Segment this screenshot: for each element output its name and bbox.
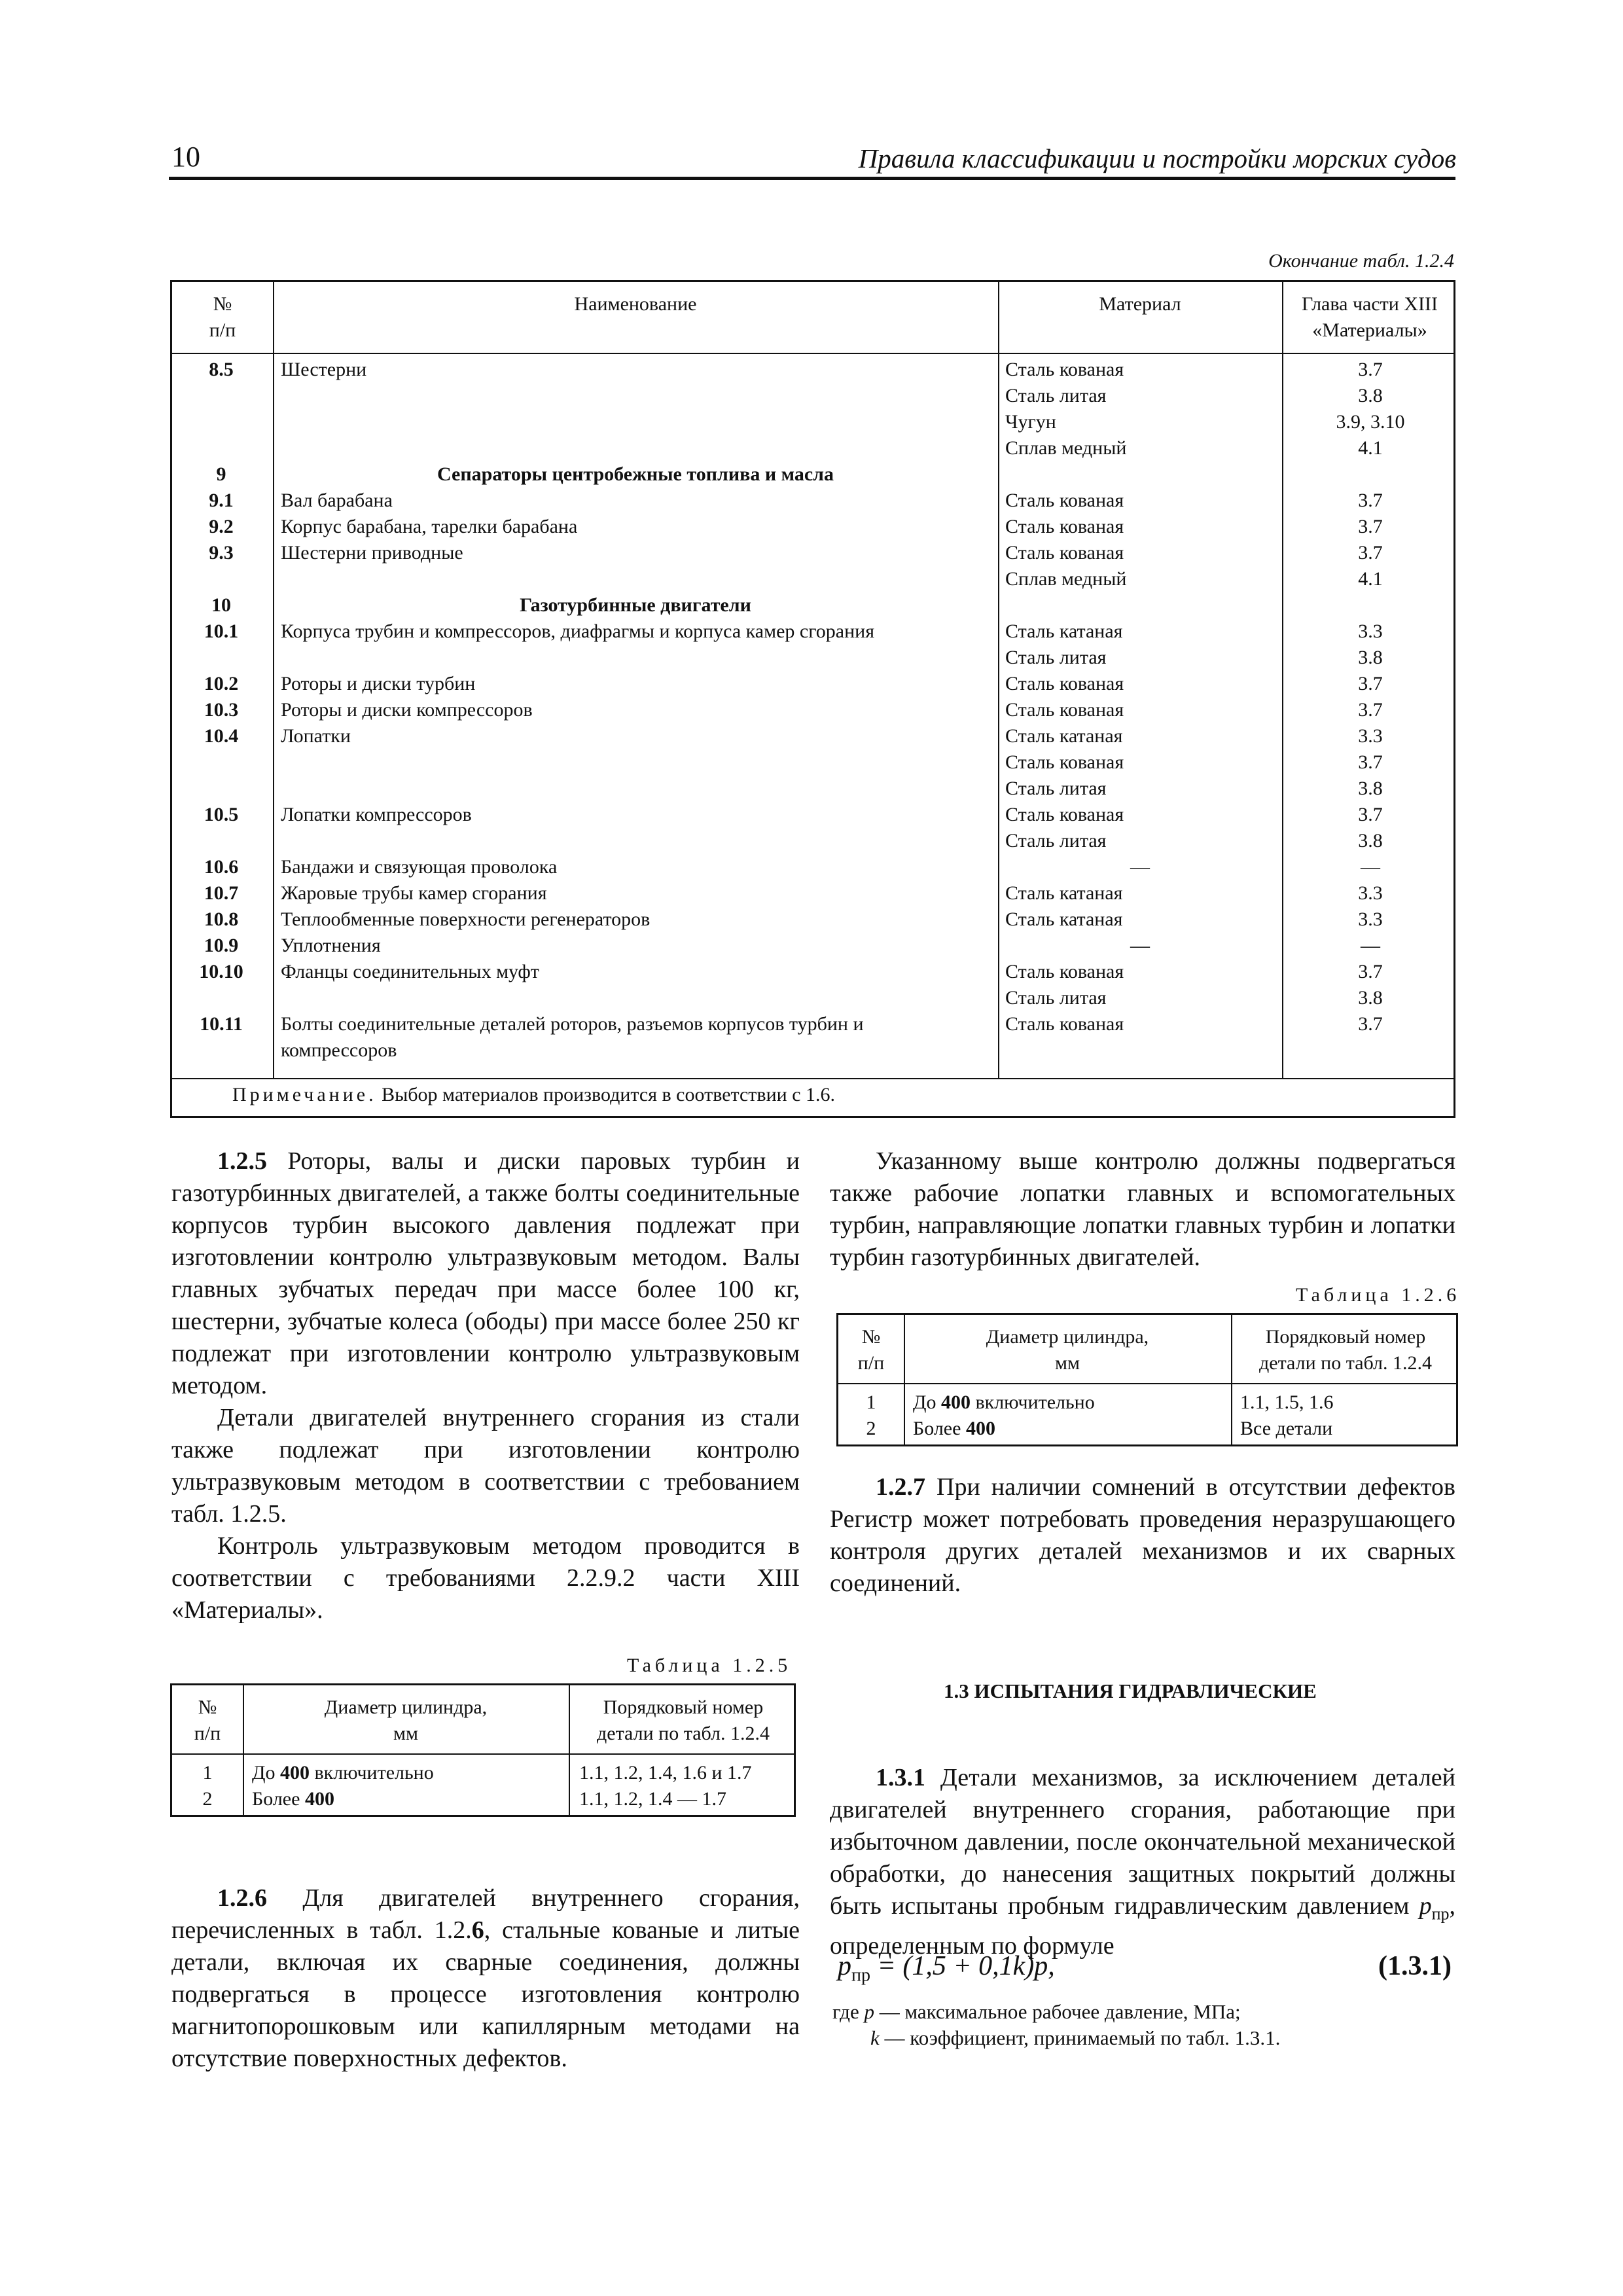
where-symbol: p [864, 2000, 874, 2023]
cell-material: Сталь литая [1005, 778, 1107, 799]
cell-chapter: — [1361, 935, 1380, 956]
paragraph-text: , стальные кованые и литые детали, включая их сварные соединения, должны подвергаться в процессе изготовления контролю магнитопорошковым или капиллярным методами на отсутствие поверхностных дефектов. [171, 1916, 800, 2072]
cell-material: Сталь катаная [1005, 908, 1123, 930]
section-title: Газотурбинные двигатели [520, 594, 751, 616]
cell-material: Сталь кованая [1005, 542, 1124, 564]
header-diameter: Диаметр цилиндра, мм [986, 1326, 1149, 1374]
pressure-subscript: пр [1431, 1904, 1450, 1924]
cell-material: Сталь кованая [1005, 751, 1124, 773]
cell-chapter: 3.8 [1358, 385, 1383, 406]
header-diameter: Диаметр цилиндра, мм [324, 1696, 488, 1744]
cell-chapter: 3.3 [1358, 725, 1383, 747]
diameter-suffix: включительно [970, 1391, 1095, 1413]
cell-name: Лопатки [281, 725, 351, 747]
cell-material: Сталь литая [1005, 647, 1107, 668]
cell-chapter: 3.8 [1358, 987, 1383, 1009]
cell-chapter: 3.8 [1358, 778, 1383, 799]
where-text: — максимальное рабочее давление, МПа; [874, 2000, 1241, 2023]
table-ref-bold: 6 [471, 1916, 484, 1944]
cell-name: Корпус барабана, тарелки барабана [281, 516, 578, 537]
cell-no: 9.1 [209, 490, 234, 511]
cell-chapter: 3.8 [1358, 830, 1383, 852]
formula-subscript: пр [851, 1965, 870, 1986]
diameter-prefix: Более [252, 1788, 305, 1810]
cell-material: — [1130, 856, 1150, 878]
cell-name: Шестерни приводные [281, 542, 463, 564]
cell-no: 9.3 [209, 542, 234, 564]
cell-material: Сталь литая [1005, 987, 1107, 1009]
cell-chapter: 4.1 [1358, 568, 1383, 590]
cell-part-number: 1.1, 1.5, 1.6 [1240, 1391, 1334, 1413]
diameter-value: 400 [965, 1418, 995, 1439]
cell-chapter: 3.3 [1358, 620, 1383, 642]
clause-number: 1.2.6 [217, 1884, 267, 1912]
cell-chapter: 4.1 [1358, 437, 1383, 459]
paragraph-text: Роторы, валы и диски паровых турбин и газотурбинных двигателей, а также болты соединительные корпусов турбин высокого давления подлежат при изготовлении контролю ультразвуковым методом. Валы главных зубчатых передач при массе более 100 кг, шестерни, зубчатые колеса (ободы) при массе более 250 кг подлежат при изготовлении контролю ультразвуковым методом. [171, 1147, 800, 1399]
table-1-2-6 [836, 1313, 1458, 1446]
cell-no: 10.10 [199, 961, 243, 982]
cell-no: 10.7 [204, 882, 239, 904]
where-symbol: k [870, 2026, 880, 2049]
paragraph-blades [830, 1145, 1455, 1274]
header-divider [172, 353, 1454, 354]
header-chapter: Глава части XIII «Материалы» [1302, 293, 1438, 341]
where-text: — коэффициент, принимаемый по табл. 1.3.1. [879, 2026, 1281, 2049]
cell-material: Сталь катаная [1005, 882, 1123, 904]
where-line-p [832, 1999, 1241, 2025]
page-number: 10 [171, 141, 200, 173]
cell-name: Жаровые трубы камер сгорания [281, 882, 547, 904]
header-rule [169, 177, 1455, 180]
paragraph-1-2-7 [830, 1471, 1455, 1600]
clause-number: 1.3.1 [876, 1764, 925, 1791]
cell-material: Сталь литая [1005, 385, 1107, 406]
cell-no: 10.1 [204, 620, 239, 642]
table-note [232, 1084, 835, 1106]
diameter-value: 400 [279, 1762, 310, 1784]
clause-number: 1.2.5 [217, 1147, 267, 1175]
cell-name: Болты соединительные деталей роторов, разъемов корпусов турбин и [281, 1013, 864, 1035]
clause-number: 1.2.7 [876, 1473, 925, 1501]
header-divider [172, 1753, 794, 1755]
cell-name: Корпуса трубин и компрессоров, диафрагмы и корпуса камер сгорания [281, 620, 874, 642]
paragraph-text: , определенным по формуле [830, 1892, 1455, 1960]
paragraph-text: Указанному выше контролю должны подвергаться также рабочие лопатки главных и вспомогательных турбин, направляющие лопатки главных турбин и лопатки турбин газотурбинных двигателей. [830, 1147, 1455, 1271]
header-no: № п/п [194, 1696, 221, 1744]
cell-chapter: 3.7 [1358, 1013, 1383, 1035]
cell-material: Сталь кованая [1005, 1013, 1124, 1035]
cell-part-number: 1.1, 1.2, 1.4, 1.6 и 1.7 [579, 1762, 752, 1784]
diameter-value: 400 [940, 1391, 971, 1413]
header-divider [838, 1383, 1456, 1384]
cell-name: Бандажи и связующая проволока [281, 856, 558, 878]
cell-material: Сталь литая [1005, 830, 1107, 852]
formula [838, 1950, 1055, 1986]
cell-material: Сталь кованая [1005, 804, 1124, 825]
cell-diameter [913, 1390, 1095, 1416]
paragraph-control: Контроль ультразвуковым методом проводится в соответствии с требованиями 2.2.9.2 части XIII «Материалы». [171, 1532, 800, 1624]
header-material: Материал [1099, 293, 1181, 315]
table-continuation-caption: Окончание табл. 1.2.4 [1268, 250, 1454, 272]
cell-no: 2 [866, 1418, 876, 1439]
cell-chapter: — [1361, 856, 1380, 878]
cell-no: 10.3 [204, 699, 239, 721]
cell-material: Сталь кованая [1005, 961, 1124, 982]
cell-chapter: 3.7 [1358, 490, 1383, 511]
cell-name: Роторы и диски компрессоров [281, 699, 533, 721]
cell-name: Шестерни [281, 359, 367, 380]
cell-no: 2 [202, 1788, 213, 1810]
table-1-2-5 [170, 1683, 796, 1817]
cell-chapter: 3.7 [1358, 359, 1383, 380]
cell-part-number: Все детали [1240, 1418, 1333, 1439]
cell-no: 10.2 [204, 673, 239, 694]
diameter-prefix: До [252, 1762, 280, 1784]
column-divider [273, 282, 274, 1078]
cell-chapter: 3.7 [1358, 961, 1383, 982]
paragraph-1-2-5 [171, 1145, 800, 1626]
paragraph-ice: Детали двигателей внутреннего сгорания из стали также подлежат при изготовлении контролю ультразвуковым методом в соответствии с требованием табл. 1.2.5. [171, 1404, 800, 1528]
formula-body: = (1,5 + 0,1k)p, [870, 1951, 1055, 1981]
cell-no: 10 [211, 594, 231, 616]
cell-name: Лопатки компрессоров [281, 804, 472, 825]
cell-no: 10.11 [200, 1013, 243, 1035]
cell-material: Сплав медный [1005, 437, 1127, 459]
formula-symbol: p [838, 1951, 851, 1981]
cell-chapter: 3.7 [1358, 699, 1383, 721]
section-title: Сепараторы центробежные топлива и масла [437, 463, 834, 485]
cell-no: 1 [866, 1391, 876, 1413]
paragraph-text: Детали механизмов, за исключением деталей двигателей внутреннего сгорания, работающие при избыточном давлении, после окончательной механической обработки, до нанесения защитных покрытий должны быть испытаны пробным гидравлическим давлением [830, 1764, 1456, 1920]
cell-name: Роторы и диски турбин [281, 673, 476, 694]
cell-no: 10.6 [204, 856, 239, 878]
cell-no: 10.4 [204, 725, 239, 747]
cell-material: Сталь кованая [1005, 359, 1124, 380]
cell-chapter: 3.7 [1358, 804, 1383, 825]
cell-material: Сталь кованая [1005, 699, 1124, 721]
cell-material: — [1130, 935, 1150, 956]
paragraph-1-3-1 [830, 1762, 1455, 1962]
note-divider [172, 1078, 1454, 1079]
cell-chapter: 3.7 [1358, 751, 1383, 773]
header-no: № п/п [857, 1326, 885, 1374]
cell-material: Сталь катаная [1005, 620, 1123, 642]
cell-material: Сталь кованая [1005, 673, 1124, 694]
running-title: Правила классификации и постройки морских судов [858, 143, 1456, 173]
cell-diameter [252, 1786, 334, 1812]
pressure-symbol: p [1419, 1892, 1432, 1920]
cell-name: Фланцы соединительных муфт [281, 961, 539, 982]
where-lead: где [832, 2000, 865, 2023]
diameter-suffix: включительно [309, 1762, 434, 1784]
cell-diameter [913, 1416, 995, 1442]
cell-material: Сплав медный [1005, 568, 1127, 590]
cell-diameter [252, 1760, 434, 1786]
cell-material: Сталь катаная [1005, 725, 1123, 747]
table-1-2-5-caption: Таблица 1.2.5 [627, 1655, 792, 1676]
diameter-prefix: Более [913, 1418, 966, 1439]
cell-material: Чугун [1005, 411, 1056, 433]
header-part-number: Порядковый номер детали по табл. 1.2.4 [1259, 1326, 1432, 1374]
materials-table [170, 280, 1455, 1118]
header-part-number: Порядковый номер детали по табл. 1.2.4 [597, 1696, 770, 1744]
cell-chapter: 3.3 [1358, 908, 1383, 930]
cell-no: 8.5 [209, 359, 234, 380]
paragraph-text: При наличии сомнений в отсутствии дефектов Регистр может потребовать проведения неразрушающего контроля других деталей механизмов и их сварных соединений. [830, 1473, 1455, 1597]
cell-part-number: 1.1, 1.2, 1.4 — 1.7 [579, 1788, 726, 1810]
header-name: Наименование [574, 293, 697, 315]
cell-chapter: 3.9, 3.10 [1336, 411, 1405, 433]
cell-material: Сталь кованая [1005, 516, 1124, 537]
cell-no: 10.8 [204, 908, 239, 930]
cell-chapter: 3.7 [1358, 516, 1383, 537]
paragraph-text: Для двигателей внутреннего сгорания, перечисленных в табл. 1.2. [171, 1884, 800, 1944]
cell-name: Теплообменные поверхности регенераторов [281, 908, 651, 930]
cell-chapter: 3.7 [1358, 673, 1383, 694]
diameter-value: 400 [304, 1788, 334, 1810]
table-1-2-6-caption: Таблица 1.2.6 [1296, 1284, 1461, 1306]
cell-name: Уплотнения [281, 935, 381, 956]
cell-material: Сталь кованая [1005, 490, 1124, 511]
section-heading: 1.3 ИСПЫТАНИЯ ГИДРАВЛИЧЕСКИЕ [944, 1679, 1317, 1702]
cell-no: 10.5 [204, 804, 239, 825]
note-text: Выбор материалов производится в соответствии с 1.6. [382, 1084, 836, 1105]
cell-chapter: 3.7 [1358, 542, 1383, 564]
formula-number: (1.3.1) [1378, 1951, 1452, 1981]
cell-name: Вал барабана [281, 490, 393, 511]
cell-no: 9 [216, 463, 226, 485]
cell-no: 10.9 [204, 935, 239, 956]
header-no: № п/п [209, 293, 236, 341]
note-label: Примечание. [232, 1084, 377, 1105]
where-line-k [870, 2025, 1280, 2051]
cell-chapter: 3.8 [1358, 647, 1383, 668]
cell-chapter: 3.3 [1358, 882, 1383, 904]
cell-no: 1 [202, 1762, 213, 1784]
diameter-prefix: До [913, 1391, 941, 1413]
cell-no: 9.2 [209, 516, 234, 537]
cell-name: компрессоров [281, 1039, 397, 1061]
column-divider [1282, 282, 1283, 1078]
paragraph-1-2-6 [171, 1882, 800, 2075]
